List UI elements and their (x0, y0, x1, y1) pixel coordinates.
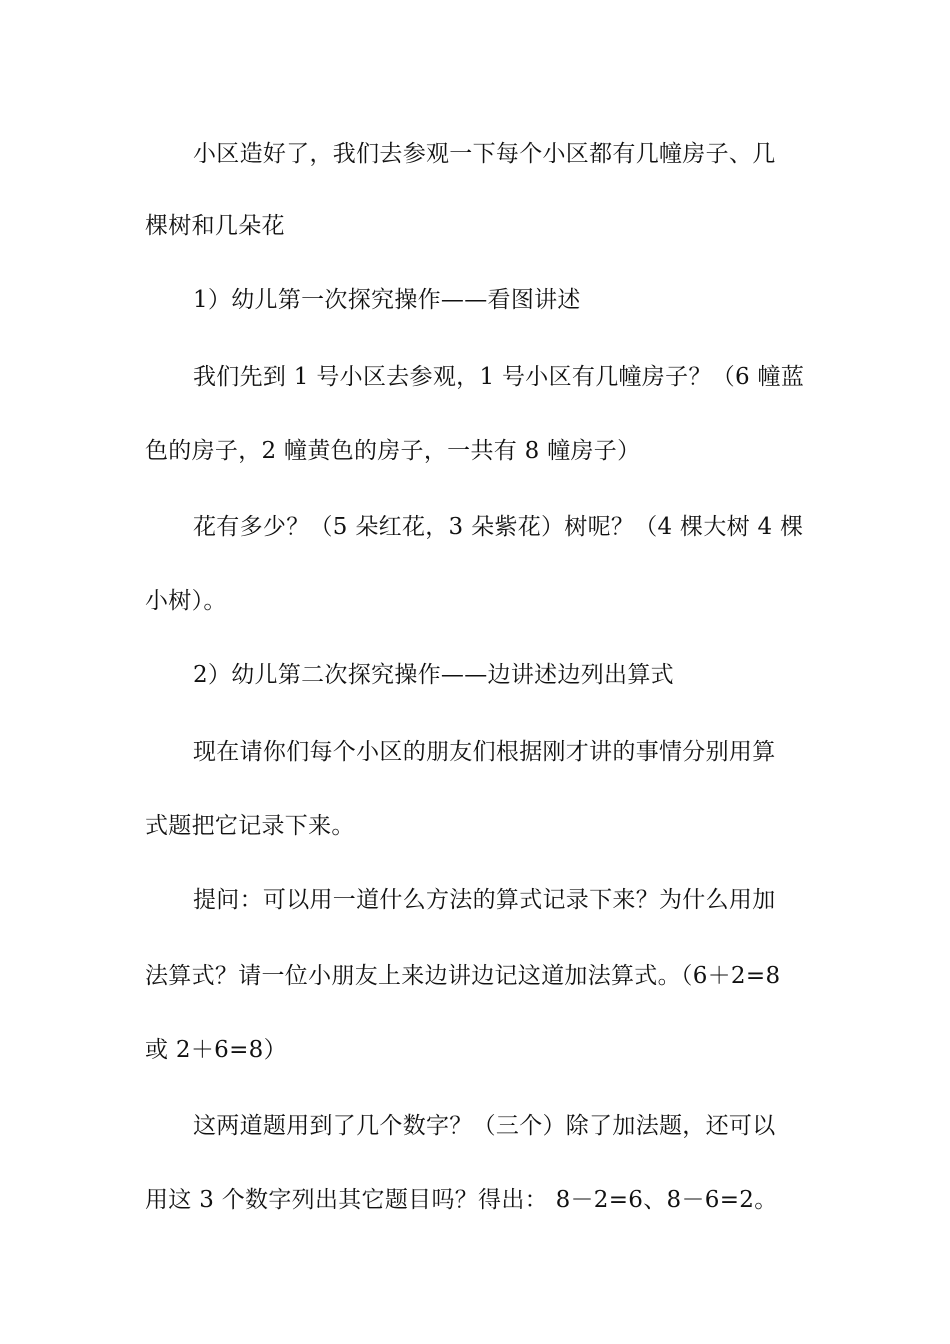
section-heading: 1）幼儿第一次探究操作——看图讲述 (193, 287, 581, 313)
paragraph-line: 色的房子，2 幢黄色的房子，一共有 8 幢房子） (145, 438, 641, 464)
paragraph-line: 我们先到 1 号小区去参观，1 号小区有几幢房子？（6 幢蓝 (193, 364, 805, 390)
paragraph-line: 这两道题用到了几个数字？（三个）除了加法题，还可以 (193, 1113, 776, 1139)
paragraph-line: 或 2＋6=8） (145, 1037, 287, 1063)
paragraph-line: 法算式？请一位小朋友上来边讲边记这道加法算式。（6＋2=8 (145, 963, 781, 989)
paragraph-line: 小区造好了，我们去参观一下每个小区都有几幢房子、几 (193, 141, 776, 167)
paragraph-line: 式题把它记录下来。 (145, 813, 355, 839)
paragraph-line: 现在请你们每个小区的朋友们根据刚才讲的事情分别用算 (193, 739, 776, 765)
paragraph-line: 提问：可以用一道什么方法的算式记录下来？为什么用加 (193, 887, 776, 913)
section-heading: 2）幼儿第二次探究操作——边讲述边列出算式 (193, 662, 674, 688)
paragraph-line: 花有多少？（5 朵红花，3 朵紫花）树呢？（4 棵大树 4 棵 (193, 514, 804, 540)
paragraph-line: 棵树和几朵花 (145, 213, 285, 239)
paragraph-line: 用这 3 个数字列出其它题目吗？得出： 8－2=6、8－6=2。 (145, 1187, 778, 1213)
paragraph-line: 小树）。 (145, 588, 227, 614)
